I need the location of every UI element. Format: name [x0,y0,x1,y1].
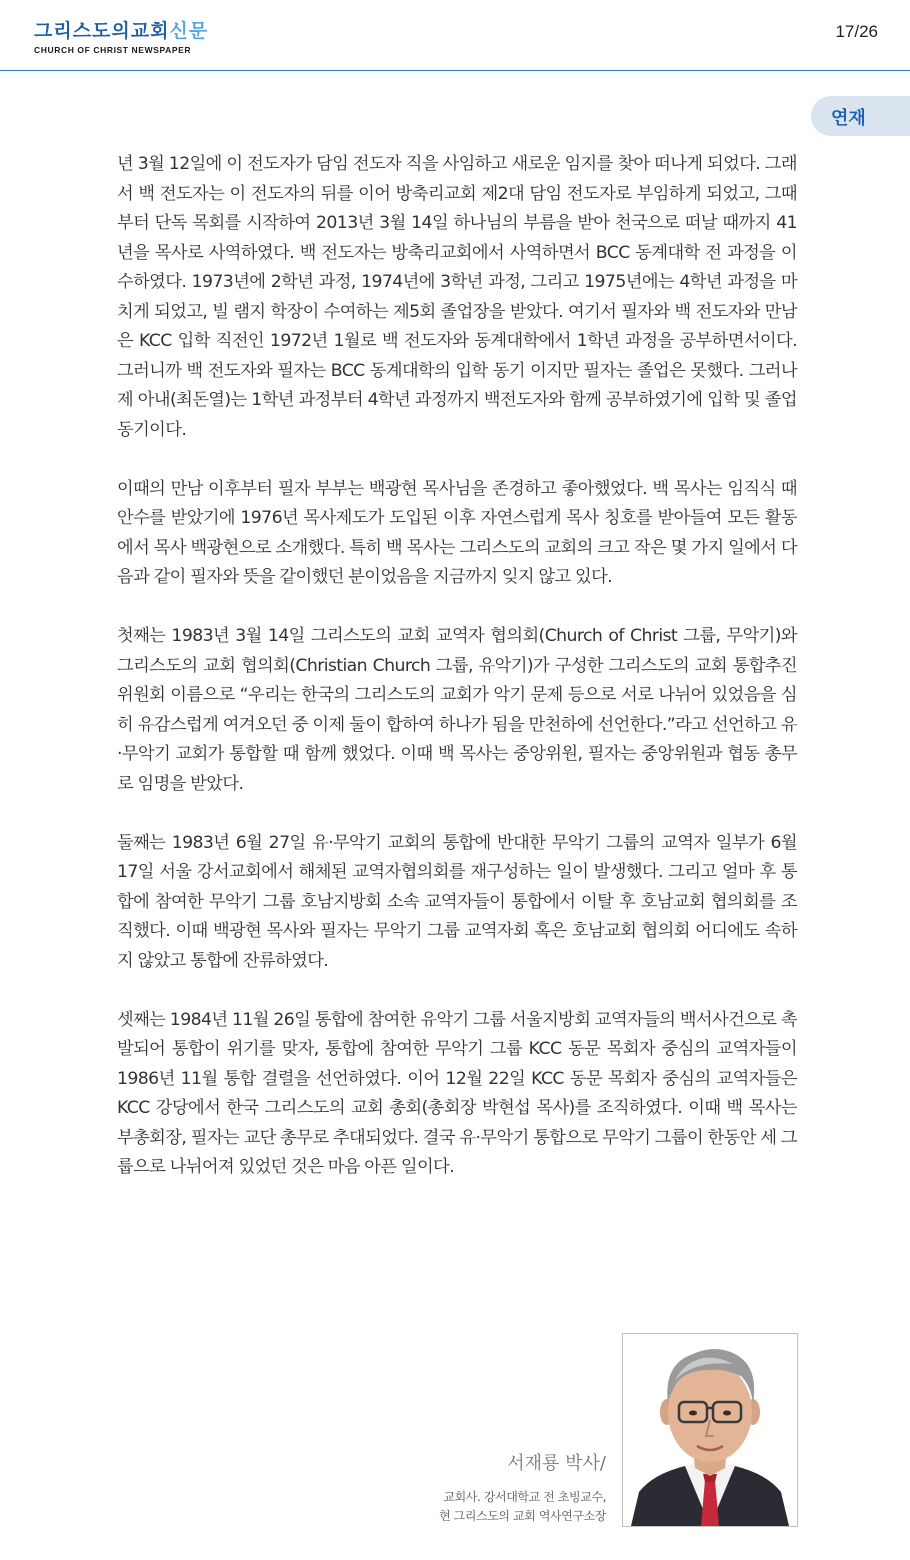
author-description [380,1488,606,1526]
author-byline [380,1452,606,1526]
newspaper-logo[interactable] [34,20,208,55]
section-label: 연재 [831,108,866,129]
author-desc-line-1: 교회사. 강서대학교 전 초빙교수, [443,1490,606,1504]
author-name: 서재룡 박사/ [507,1453,606,1474]
page-number: 17/26 [835,22,878,41]
article-paragraph-4: 둘째는 1983년 6월 27일 유·무악기 교회의 통합에 반대한 무악기 그룹의 교역자 일부가 6월 17일 서울 강서교회에서 해체된 교역자협의회를 재구성하는 일이 발생했다. 그리고 얼마 후 통합에 참여한 무악기 그룹 호남지방회 소속 교역자들이 통합에서 이탈 후 호남교회 협의회를 조직했다. 이때 백광현 목사와 필자는 무악기 그룹 교역자회 혹은 호남교회 협의회 어디에도 속하지 않았고 통합에 잔류하였다. [117,832,797,971]
author-desc-line-2: 현 그리스도의 교회 역사연구소장 [439,1509,606,1523]
article-body [117,150,797,1212]
logo-title-main: 그리스도의교회 [34,20,170,42]
article-paragraph-5: 셋째는 1984년 11월 26일 통합에 참여한 유악기 그룹 서울지방회 교역자들의 백서사건으로 촉발되어 통합이 위기를 맞자, 통합에 참여한 무악기 그룹 KCC 동문 목회자 중심의 교역자들이 1986년 11월 통합 결렬을 선언하였다. 이어 12월 22일 KCC 동문 목회자 중심의 교역자들은 KCC 강당에서 한국 그리스도의 교회 총회(총회장 박현섭 목사)를 조직하였다. 이때 백 목사는 부총회장, 필자는 교단 총무로 추대되었다. 결국 유·무악기 통합으로 무악기 그룹이 한동안 세 그룹으로 나뉘어져 있었던 것은 마음 아픈 일이다. [117,1009,797,1177]
article-paragraph-1: 년 3월 12일에 이 전도자가 담임 전도자 직을 사임하고 새로운 임지를 찾아 떠나게 되었다. 그래서 백 전도자는 이 전도자의 뒤를 이어 방축리교회 제2대 담임 전도자로 부임하게 되었고, 그때부터 단독 목회를 시작하여 2013년 3월 14일 하나님의 부름을 받아 천국으로 떠날 때까지 41년을 목사로 사역하였다. 백 전도자는 방축리교회에서 사역하면서 BCC 동계대학 전 과정을 이수하였다. 1973년에 2학년 과정, 1974년에 3학년 과정, 그리고 1975년에는 4학년 과정을 마치게 되었고, 빌 램지 학장이 수여하는 제5회 졸업장을 받았다. 여기서 필자와 백 전도자와 만남은 KCC 입학 직전인 1972년 1월로 백 전도자와 동계대학에서 1학년 과정을 공부하면서이다. 그러니까 백 전도자와 필자는 BCC 동계대학의 입학 동기 이지만 필자는 졸업은 못했다. 그러나 제 아내(최돈열)는 1학년 과정부터 4학년 과정까지 백전도자와 함께 공부하였기에 입학 및 졸업 동기이다. [117,154,797,440]
logo-subtitle: CHURCH OF CHRIST NEWSPAPER [34,45,192,55]
article-paragraph-2: 이때의 만남 이후부터 필자 부부는 백광현 목사님을 존경하고 좋아했었다. 백 목사는 임직식 때 안수를 받았기에 1976년 목사제도가 도입된 이후 자연스럽게 목사 칭호를 받아들여 모든 활동에서 목사 백광현으로 소개했다. 특히 백 목사는 그리스도의 교회의 크고 작은 몇 가지 일에서 다음과 같이 필자와 뜻을 같이했던 분이었음을 지금까지 잊지 않고 있다. [117,478,797,587]
article-paragraph-3: 첫째는 1983년 3월 14일 그리스도의 교회 교역자 협의회(Church of Christ 그룹, 무악기)와 그리스도의 교회 협의회(Christian Church 그룹, 유악기)가 구성한 그리스도의 교회 통합추진위원회 이름으로 “우리는 한국의 그리스도의 교회가 악기 문제 등으로 서로 나뉘어 있었음을 심히 유감스럽게 여겨오던 중 이제 둘이 합하여 하나가 됨을 만천하에 선언한다.”라고 선언하고 유·무악기 교회가 통합할 때 함께 했었다. 이때 백 목사는 중앙위원, 필자는 중앙위원과 협동 총무로 임명을 받았다. [117,626,797,794]
author-portrait-illustration [623,1334,797,1526]
section-tab [811,96,910,136]
logo-title-accent: 신문 [169,20,209,42]
author-photo [622,1333,798,1527]
logo-title [34,20,208,42]
page-header [0,0,910,71]
